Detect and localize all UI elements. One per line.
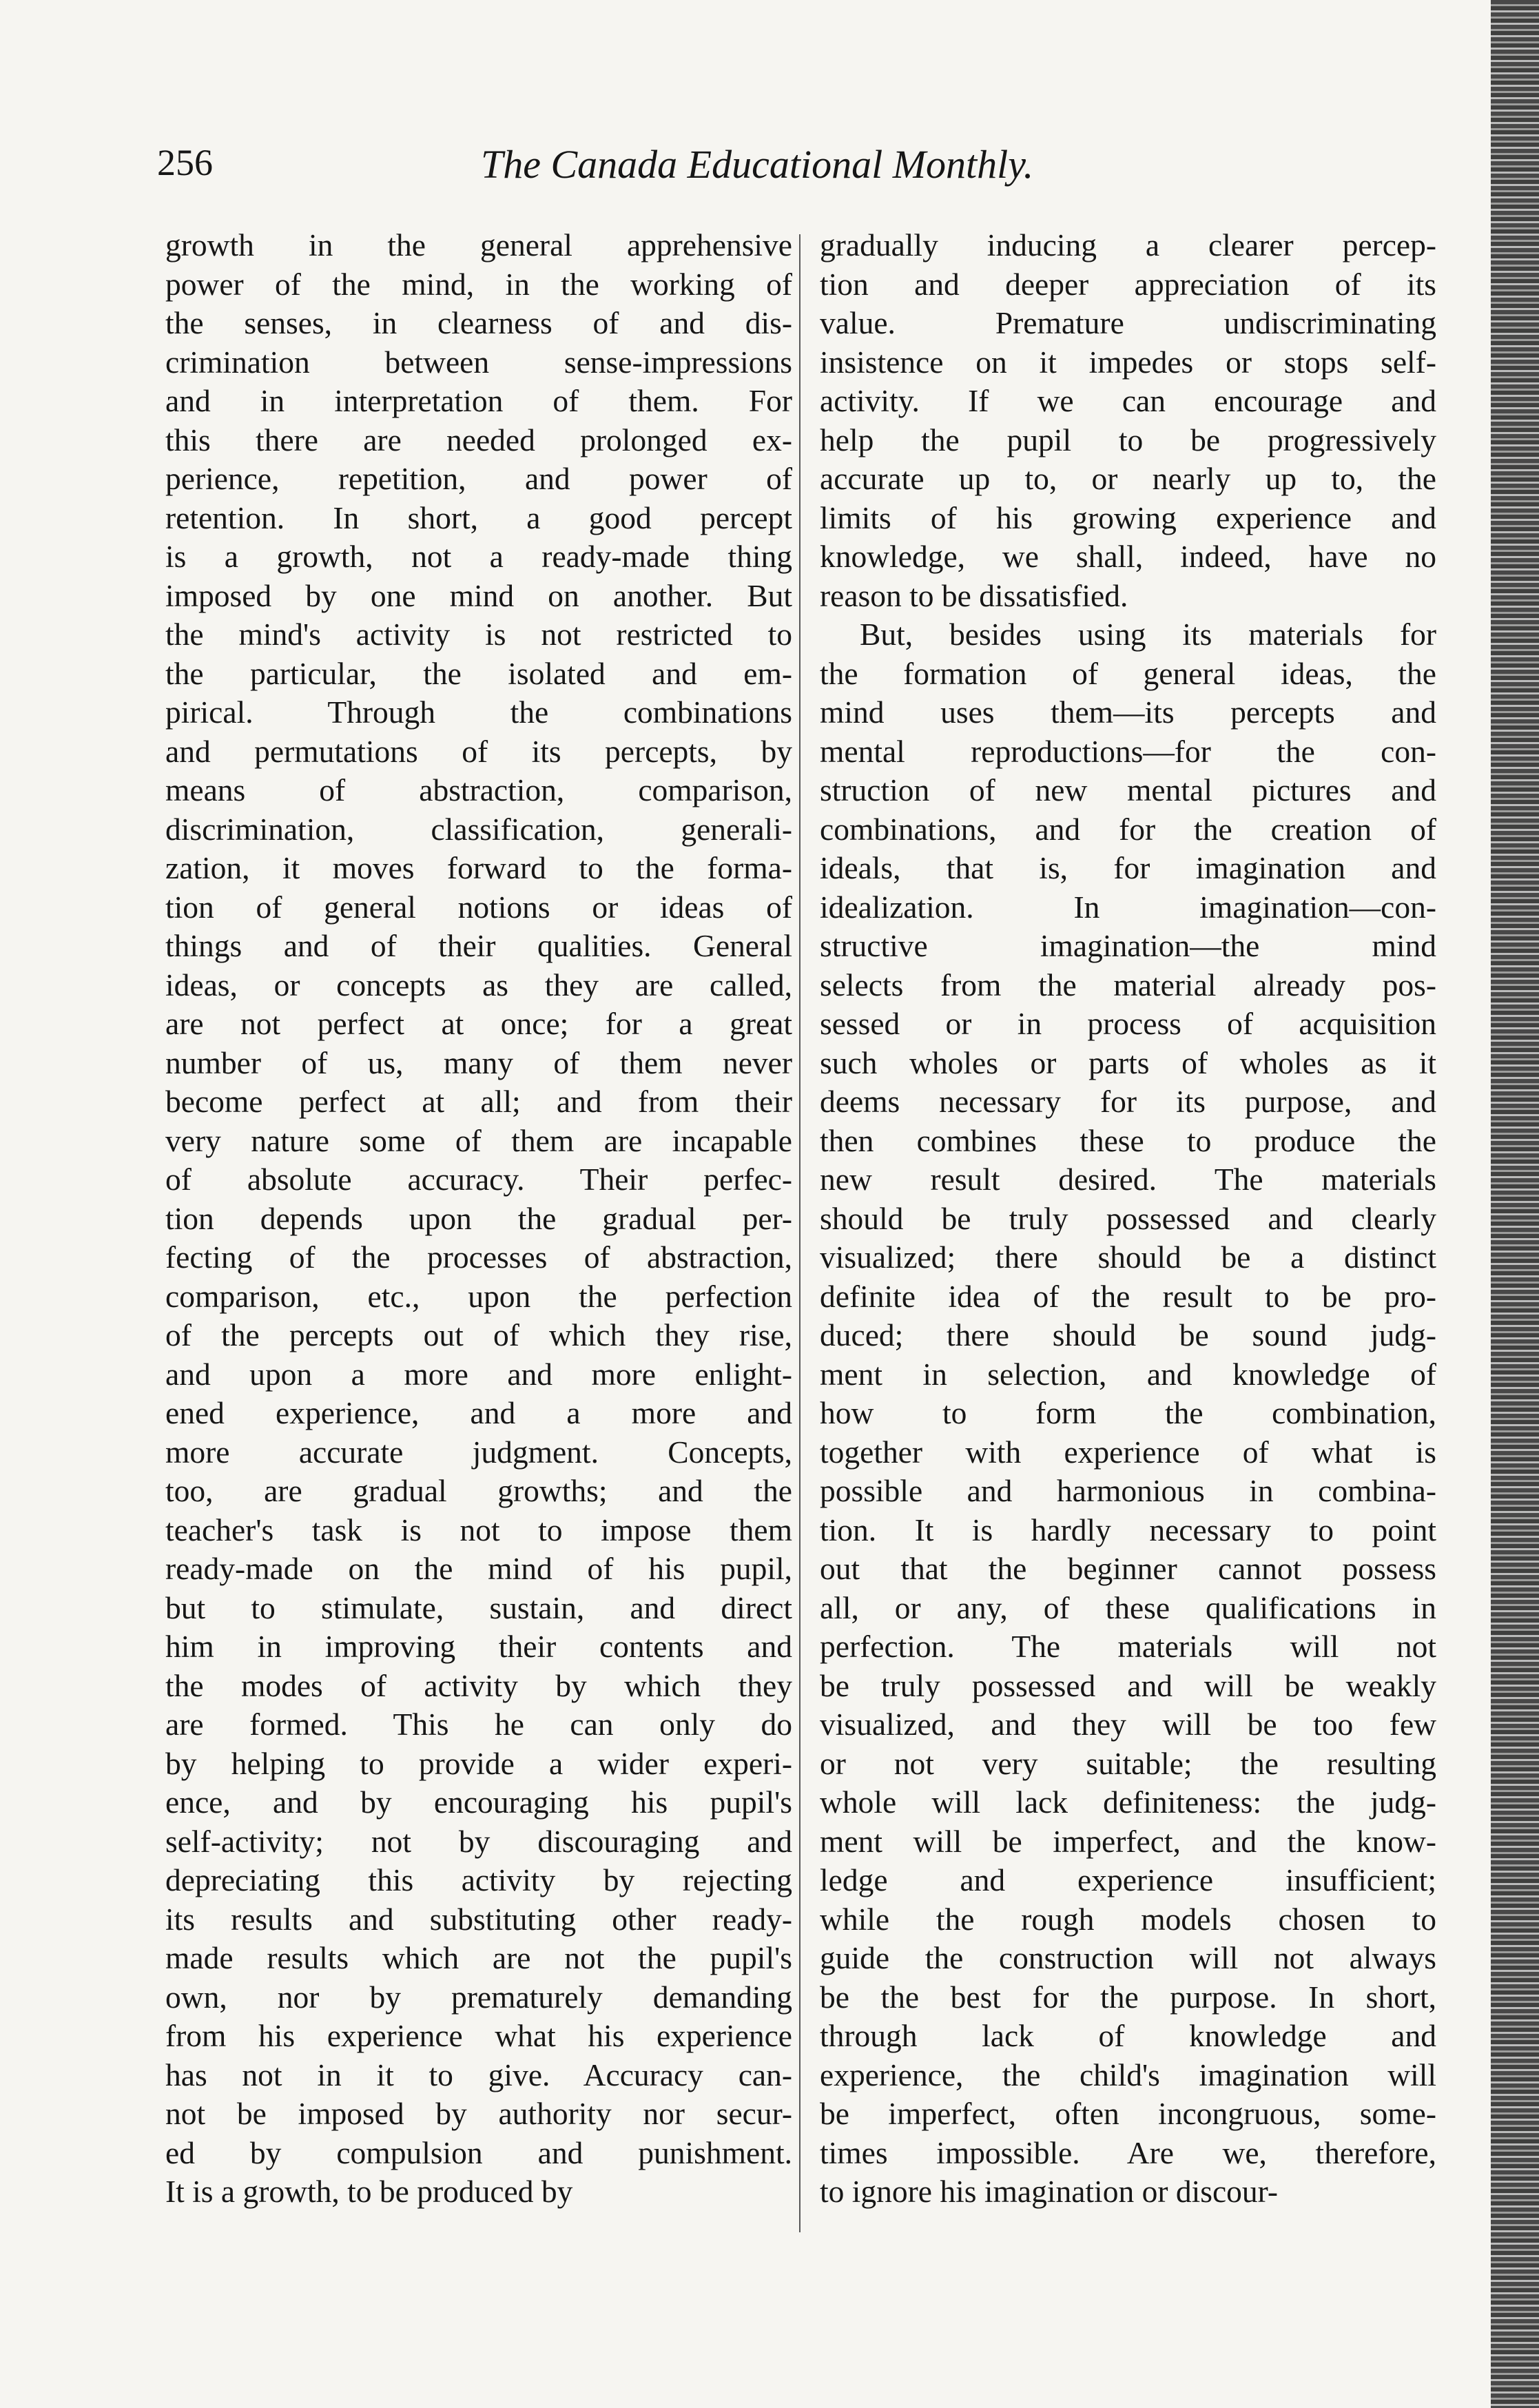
- text-line: ment in selection, and knowledge of: [820, 1356, 1436, 1392]
- text-line: sessed or in process of acquisition: [820, 1006, 1436, 1041]
- text-line: to ignore his imagination or discour-: [820, 2174, 1279, 2209]
- text-line: activity. If we can encourage and: [820, 383, 1436, 418]
- text-line: mental reproductions—for the con-: [820, 733, 1436, 769]
- text-line: its results and substituting other ready-: [165, 1901, 792, 1937]
- text-line: deems necessary for its purpose, and: [820, 1084, 1436, 1119]
- text-line: new result desired. The materials: [820, 1162, 1436, 1197]
- text-line: be imperfect, often incongruous, some-: [820, 2096, 1436, 2131]
- text-line: mind uses them—its percepts and: [820, 694, 1436, 730]
- text-line: tion of general notions or ideas of: [165, 889, 792, 925]
- left-column: [165, 226, 792, 2212]
- text-line: ledge and experience insufficient;: [820, 1862, 1436, 1897]
- text-line: him in improving their contents and: [165, 1629, 792, 1664]
- text-line: has not in it to give. Accuracy can-: [165, 2057, 792, 2092]
- text-line: should be truly possessed and clearly: [820, 1200, 1436, 1236]
- text-line: limits of his growing experience and: [820, 500, 1436, 535]
- text-line: visualized, and they will be too few: [820, 1707, 1436, 1742]
- text-line: whole will lack definiteness: the judg-: [820, 1784, 1436, 1820]
- text-line: definite idea of the result to be pro-: [820, 1278, 1436, 1314]
- text-line: number of us, many of them never: [165, 1045, 792, 1080]
- text-line: self-activity; not by discouraging and: [165, 1823, 792, 1859]
- text-line: possible and harmonious in combina-: [820, 1473, 1436, 1508]
- text-line: how to form the combination,: [820, 1395, 1436, 1430]
- text-line: the mind's activity is not restricted to: [165, 617, 792, 652]
- text-line: by helping to provide a wider experi-: [165, 1745, 792, 1781]
- text-line: ed by compulsion and punishment.: [165, 2134, 792, 2170]
- text-line: perience, repetition, and power of: [165, 461, 792, 496]
- text-line: through lack of knowledge and: [820, 2018, 1436, 2053]
- text-line: times impossible. Are we, therefore,: [820, 2134, 1436, 2170]
- right-column: [820, 226, 1436, 2212]
- page-header: [157, 141, 1135, 196]
- text-line: and upon a more and more enlight-: [165, 1356, 792, 1392]
- text-line: from his experience what his experience: [165, 2018, 792, 2053]
- text-line: things and of their qualities. General: [165, 928, 792, 963]
- text-line: made results which are not the pupil's: [165, 1940, 792, 1975]
- text-line: crimination between sense-impressions: [165, 344, 792, 380]
- text-line: tion depends upon the gradual per-: [165, 1200, 792, 1236]
- running-title: The Canada Educational Monthly.: [481, 142, 1034, 187]
- text-line: growth in the general apprehensive: [165, 227, 792, 263]
- page-number: 256: [157, 142, 213, 183]
- text-line: ideas, or concepts as they are called,: [165, 967, 792, 1002]
- text-line: zation, it moves forward to the forma-: [165, 850, 792, 885]
- text-line: knowledge, we shall, indeed, have no: [820, 539, 1436, 574]
- text-line: teacher's task is not to impose them: [165, 1512, 792, 1547]
- text-line: are not perfect at once; for a great: [165, 1006, 792, 1041]
- text-line: But, besides using its materials for: [860, 617, 1436, 652]
- text-line: gradually inducing a clearer percep-: [820, 227, 1436, 263]
- text-line: power of the mind, in the working of: [165, 266, 792, 302]
- text-line: imposed by one mind on another. But: [165, 577, 792, 613]
- text-line: is a growth, not a ready-made thing: [165, 539, 792, 574]
- text-line: be the best for the purpose. In short,: [820, 1979, 1436, 2015]
- text-line: discrimination, classification, generali-: [165, 811, 792, 847]
- text-line: together with experience of what is: [820, 1434, 1436, 1470]
- text-line: experience, the child's imagination will: [820, 2057, 1436, 2092]
- text-line: retention. In short, a good percept: [165, 500, 792, 535]
- text-line: duced; there should be sound judg-: [820, 1317, 1436, 1352]
- text-line: out that the beginner cannot possess: [820, 1551, 1436, 1586]
- text-line: comparison, etc., upon the perfection: [165, 1278, 792, 1314]
- text-line: means of abstraction, comparison,: [165, 772, 792, 807]
- text-line: help the pupil to be progressively: [820, 422, 1436, 457]
- text-line: value. Premature undiscriminating: [820, 305, 1436, 340]
- text-line: ideals, that is, for imagination and: [820, 850, 1436, 885]
- text-line: reason to be dissatisfied.: [820, 577, 1128, 613]
- text-line: idealization. In imagination—con-: [820, 889, 1436, 925]
- text-line: then combines these to produce the: [820, 1122, 1436, 1158]
- text-line: too, are gradual growths; and the: [165, 1473, 792, 1508]
- text-line: ened experience, and a more and: [165, 1395, 792, 1430]
- text-line: this there are needed prolonged ex-: [165, 422, 792, 457]
- text-line: selects from the material already pos-: [820, 967, 1436, 1002]
- text-line: but to stimulate, sustain, and direct: [165, 1589, 792, 1625]
- text-line: the modes of activity by which they: [165, 1667, 792, 1703]
- text-line: depreciating this activity by rejecting: [165, 1862, 792, 1897]
- text-line: tion. It is hardly necessary to point: [820, 1512, 1436, 1547]
- text-line: the senses, in clearness of and dis-: [165, 305, 792, 340]
- text-line: own, nor by prematurely demanding: [165, 1979, 792, 2015]
- text-line: the formation of general ideas, the: [820, 655, 1436, 691]
- text-line: perfection. The materials will not: [820, 1629, 1436, 1664]
- text-line: insistence on it impedes or stops self-: [820, 344, 1436, 380]
- text-line: combinations, and for the creation of: [820, 811, 1436, 847]
- text-line: visualized; there should be a distinct: [820, 1239, 1436, 1275]
- scanned-page-edge: [1491, 0, 1539, 2408]
- text-line: and permutations of its percepts, by: [165, 733, 792, 769]
- text-line: all, or any, of these qualifications in: [820, 1589, 1436, 1625]
- text-line: while the rough models chosen to: [820, 1901, 1436, 1937]
- text-line: pirical. Through the combinations: [165, 694, 792, 730]
- text-line: fecting of the processes of abstraction,: [165, 1239, 792, 1275]
- text-line: of absolute accuracy. Their perfec-: [165, 1162, 792, 1197]
- text-line: ready-made on the mind of his pupil,: [165, 1551, 792, 1586]
- text-line: more accurate judgment. Concepts,: [165, 1434, 792, 1470]
- text-line: struction of new mental pictures and: [820, 772, 1436, 807]
- text-line: ment will be imperfect, and the know-: [820, 1823, 1436, 1859]
- text-line: not be imposed by authority nor secur-: [165, 2096, 792, 2131]
- text-line: the particular, the isolated and em-: [165, 655, 792, 691]
- text-line: be truly possessed and will be weakly: [820, 1667, 1436, 1703]
- text-line: are formed. This he can only do: [165, 1707, 792, 1742]
- text-line: tion and deeper appreciation of its: [820, 266, 1436, 302]
- text-line: or not very suitable; the resulting: [820, 1745, 1436, 1781]
- text-line: structive imagination—the mind: [820, 928, 1436, 963]
- text-line: ence, and by encouraging his pupil's: [165, 1784, 792, 1820]
- text-line: accurate up to, or nearly up to, the: [820, 461, 1436, 496]
- text-line: It is a growth, to be produced by: [165, 2174, 573, 2209]
- text-line: of the percepts out of which they rise,: [165, 1317, 792, 1352]
- column-divider: [799, 234, 801, 2232]
- text-line: become perfect at all; and from their: [165, 1084, 792, 1119]
- text-line: guide the construction will not always: [820, 1940, 1436, 1975]
- text-line: and in interpretation of them. For: [165, 383, 792, 418]
- text-line: such wholes or parts of wholes as it: [820, 1045, 1436, 1080]
- text-line: very nature some of them are incapable: [165, 1122, 792, 1158]
